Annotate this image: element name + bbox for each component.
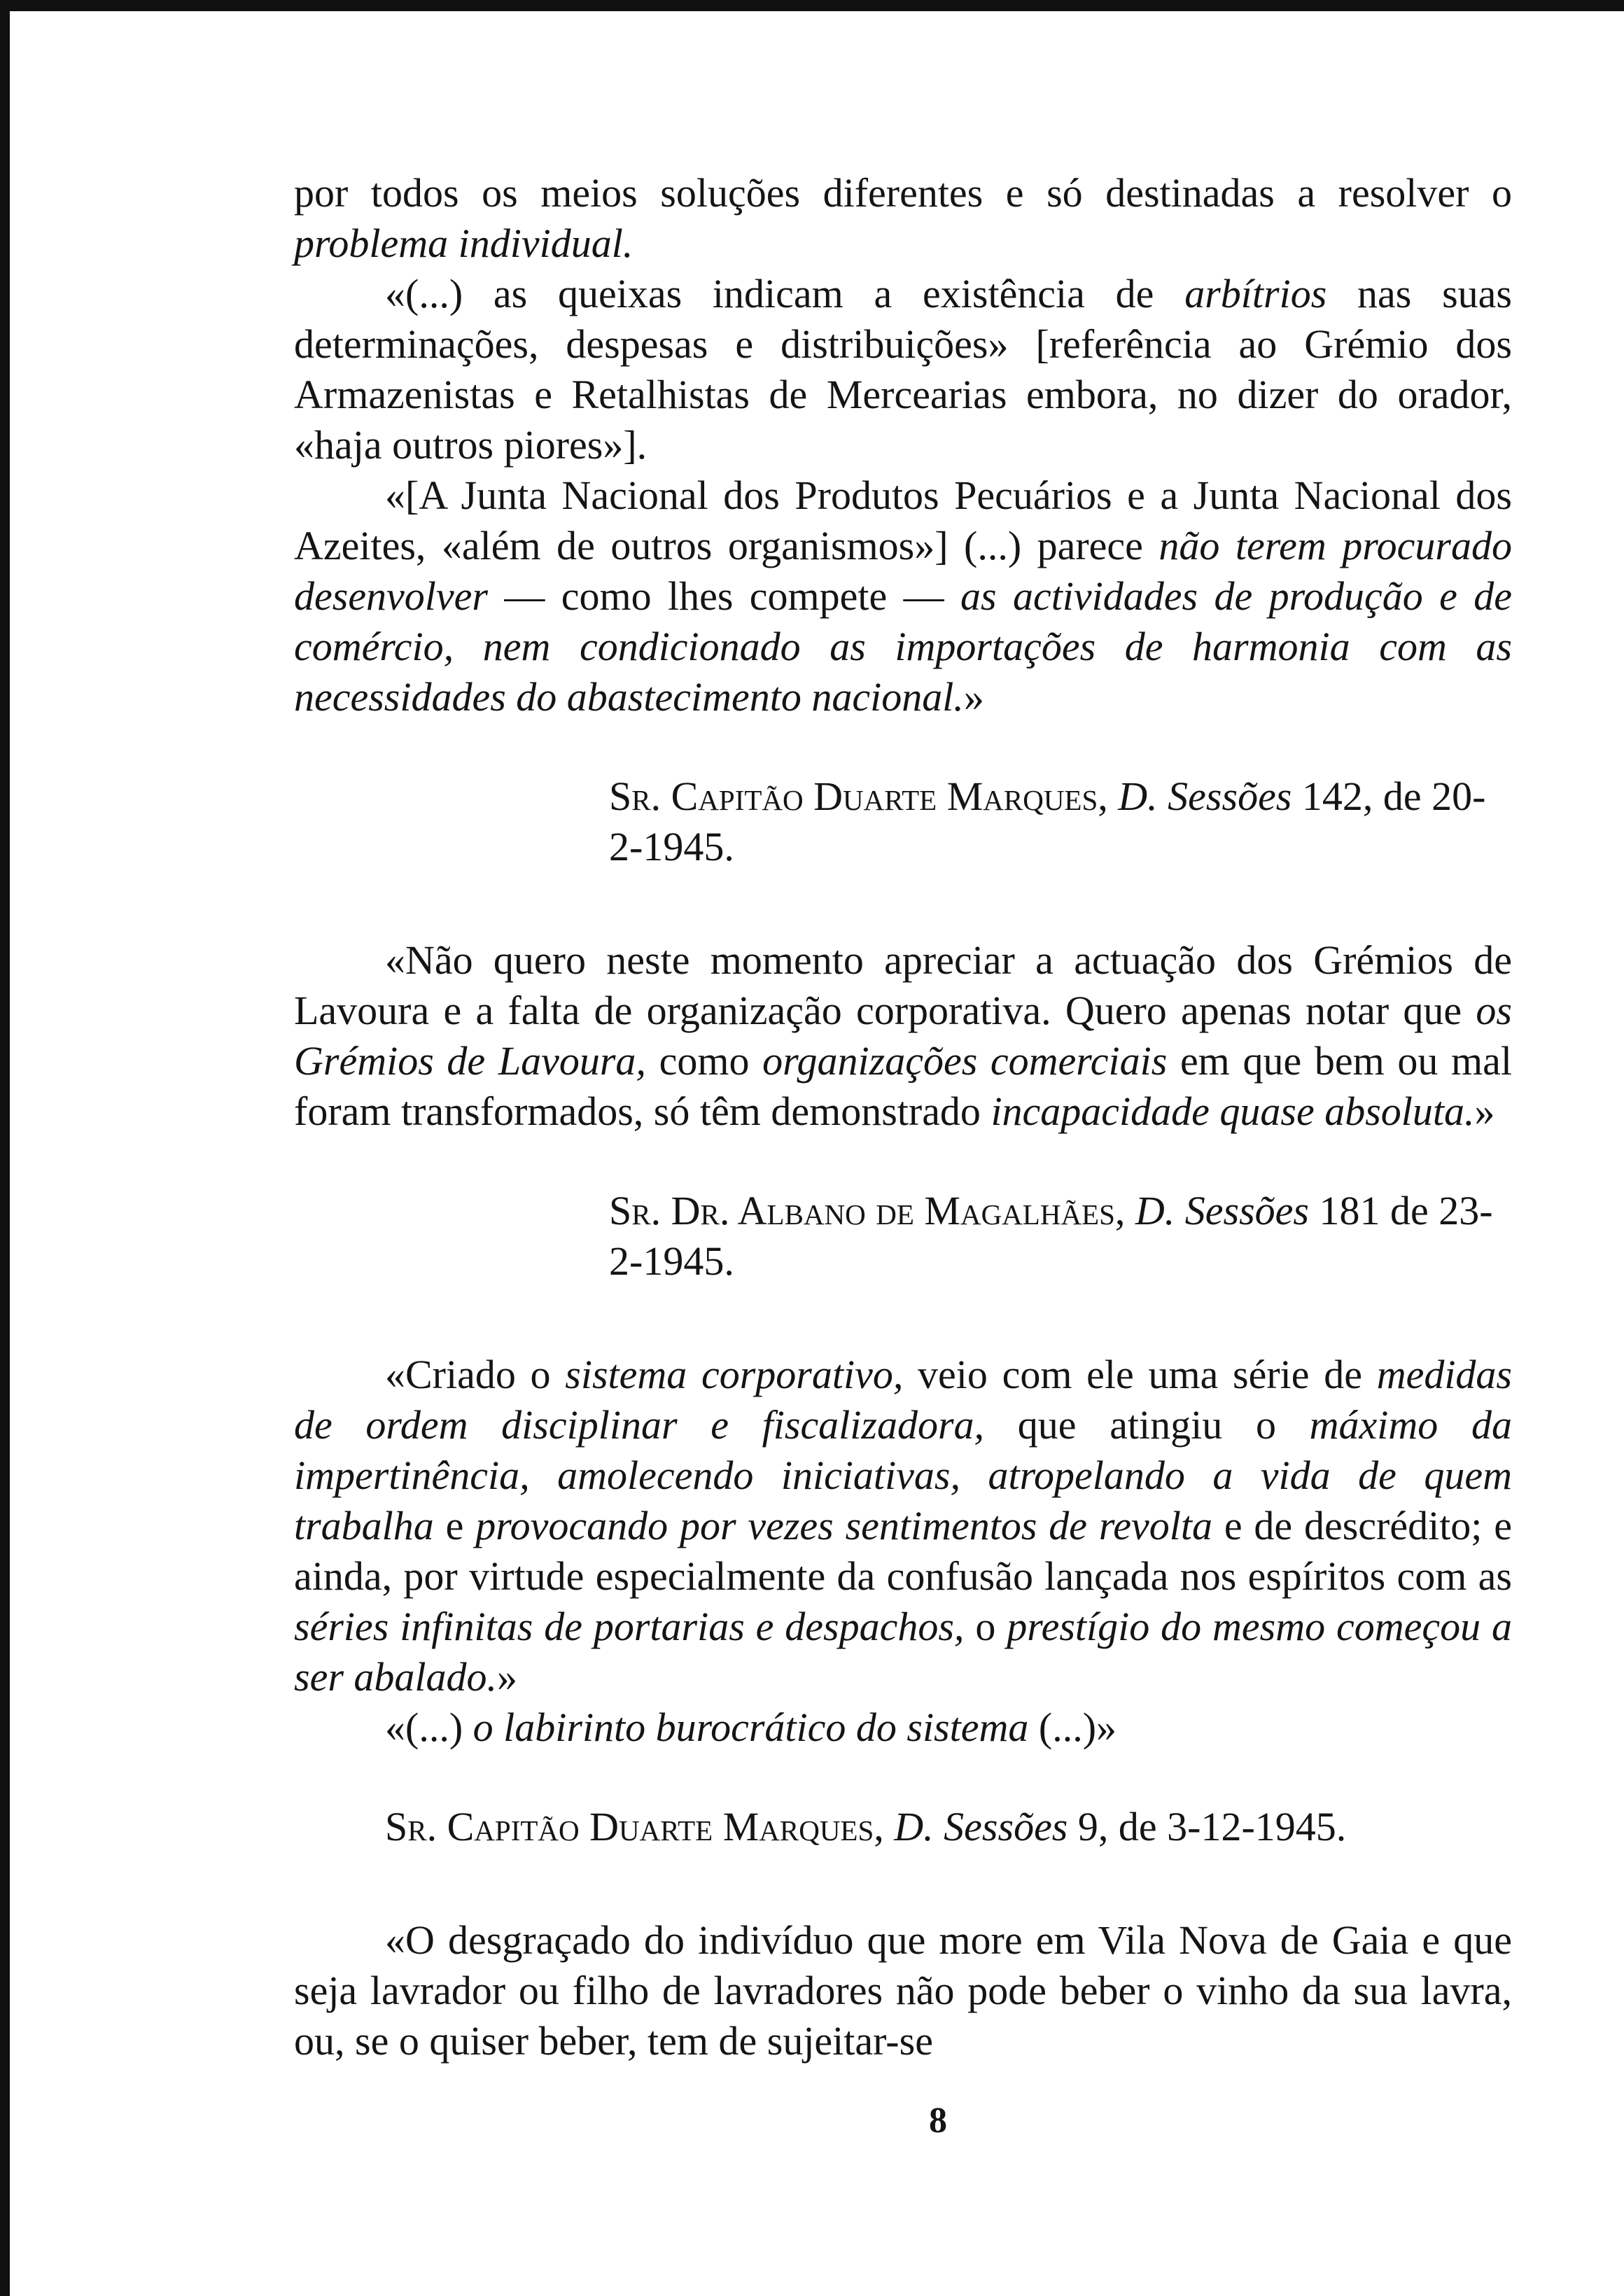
attribution	[294, 1186, 1512, 1287]
scan-border-top	[0, 0, 1624, 11]
italic-text: provocando por vezes sentimentos de revolta	[475, 1503, 1212, 1548]
text-run: e	[433, 1503, 476, 1548]
text-run: como	[645, 1038, 763, 1084]
scan-border-left	[0, 0, 10, 2296]
page-number: 8	[929, 2101, 947, 2141]
quote-paragraph	[294, 1915, 1512, 2066]
text-run: nas suas determinações, despesas e distribuições» [referência ao Grémio dos Armazenistas e Retalhistas de Mercearias embora, no dizer do orador, «haja outros piores»].	[294, 271, 1513, 468]
italic-text: arbítrios	[1184, 271, 1327, 316]
text-run: veio com ele uma série de	[903, 1352, 1377, 1397]
attribution	[294, 1802, 1512, 1852]
text-run: por todos os meios soluções diferentes e só destinadas a resolver o	[294, 170, 1512, 216]
text-run: »	[1474, 1088, 1495, 1134]
text-run: que atingiu o	[984, 1402, 1310, 1448]
attribution	[294, 771, 1512, 872]
italic-text: problema individual.	[294, 220, 634, 266]
italic-text: não terem procurado desenvolver	[294, 523, 1513, 619]
quote-paragraph	[294, 1702, 1512, 1753]
quote-paragraph	[294, 1350, 1512, 1702]
italic-text: organizações comerciais	[762, 1038, 1168, 1084]
quote-paragraph	[294, 470, 1512, 722]
text-run: «[A Junta Nacional dos Produtos Pecuários e a Junta Nacional dos Azeites, «além de outros organismos»] (...) parece	[294, 472, 1512, 568]
quote-paragraph	[294, 168, 1512, 269]
italic-text: medidas de ordem disciplinar e fiscalizadora,	[294, 1352, 1513, 1448]
text-run: — como lhes compete —	[487, 573, 960, 619]
text-run: »	[497, 1654, 517, 1700]
speaker-name: Sr. Capitão Duarte Marques,	[609, 774, 1119, 819]
text-run: «O desgraçado do indivíduo que more em Vila Nova de Gaia e que seja lavrador ou filho de lavradores não pode beber o vinho da sua lavra, ou, se o quiser beber, tem de sujeitar-se	[294, 1917, 1512, 2064]
italic-text: D. Sessões	[894, 1804, 1068, 1849]
italic-text: incapacidade quase absoluta.	[990, 1088, 1475, 1134]
text-run: em que bem ou mal foram transformados, só têm demonstrado	[294, 1038, 1513, 1134]
italic-text: as actividades de produção e de comércio, nem condicionado as importações de harmonia com as necessidades do abastecimento nacional.	[294, 573, 1512, 720]
italic-text: D. Sessões	[1118, 774, 1292, 819]
italic-text: D. Sessões	[1135, 1188, 1309, 1233]
quote-paragraph	[294, 269, 1512, 470]
page-body	[294, 168, 1512, 2066]
text-run: (...)»	[1028, 1704, 1117, 1750]
italic-text: séries infinitas de portarias e despachos,	[294, 1604, 965, 1649]
italic-text: máximo da impertinência, amolecendo iniciativas, atropelando a vida de quem trabalha	[294, 1402, 1512, 1548]
text-run: »	[963, 674, 984, 720]
text-run: 142, de 20-2-1945.	[609, 774, 1486, 869]
text-run: «(...) as queixas indicam a existência de	[385, 271, 1185, 316]
text-run: o	[964, 1604, 1007, 1649]
text-run: e de descrédito; e ainda, por virtude especialmente da confusão lançada nos espíritos com as	[294, 1503, 1513, 1599]
italic-text: o labirinto burocrático do sistema	[472, 1704, 1029, 1750]
text-run: «(...)	[385, 1704, 473, 1750]
quote-paragraph	[294, 935, 1512, 1137]
italic-text: sistema corporativo,	[565, 1352, 904, 1397]
italic-text: prestígio do mesmo começou a ser abalado.	[294, 1604, 1513, 1700]
speaker-name: Sr. Capitão Duarte Marques,	[385, 1804, 895, 1849]
text-run: 181 de 23-2-1945.	[609, 1188, 1493, 1284]
italic-text: os Grémios de Lavoura,	[294, 988, 1512, 1084]
text-run: 9, de 3-12-1945.	[1068, 1804, 1347, 1849]
text-run: «Criado o	[385, 1352, 566, 1397]
text-run: «Não quero neste momento apreciar a actuação dos Grémios de Lavoura e a falta de organização corporativa. Quero apenas notar que	[294, 937, 1512, 1033]
speaker-name: Sr. Dr. Albano de Magalhães,	[609, 1188, 1135, 1233]
